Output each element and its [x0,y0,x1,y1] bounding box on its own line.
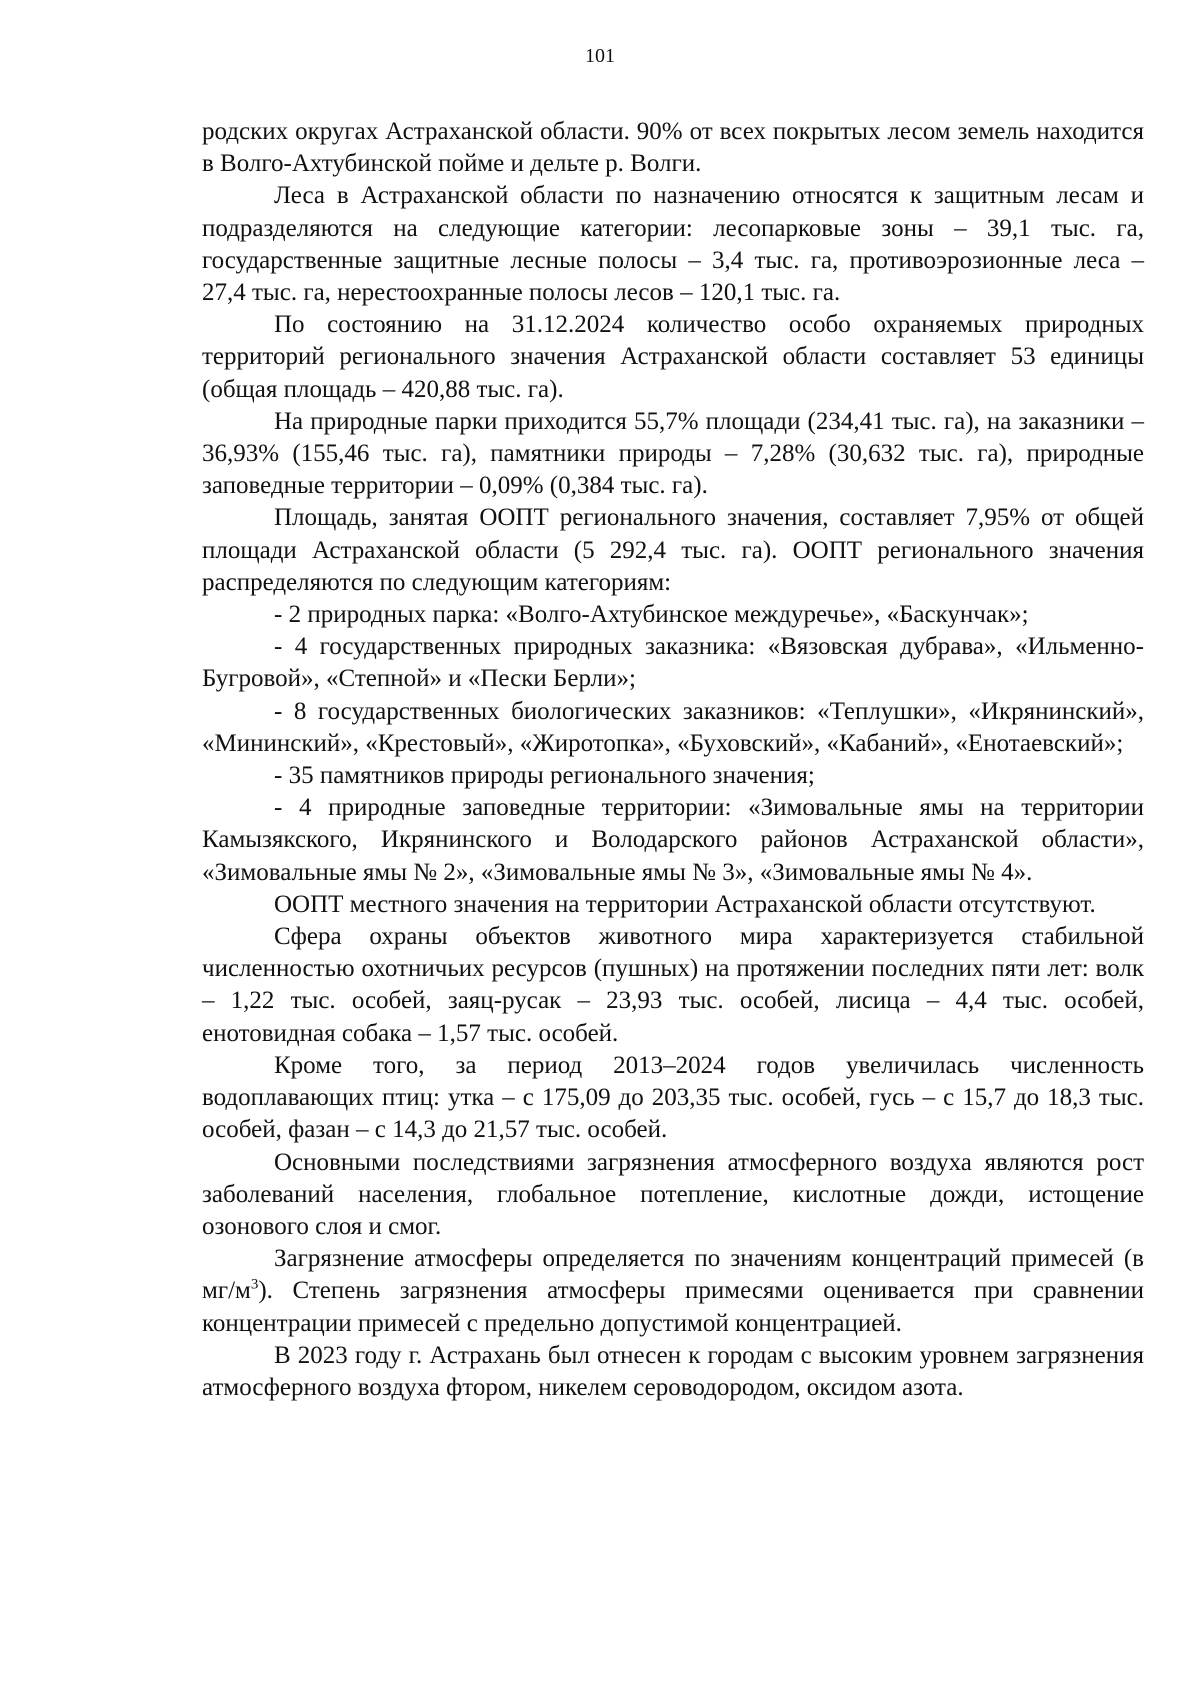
paragraph-protected-areas-total: Площадь, занятая ООПТ регионального значения, составляет 7,95% от общей площади Астраханской области (5 292,4 тыс. га). ООПТ регионального значения распределяются по следующим категориям: [202,504,1144,596]
list-item-natural-parks: - 2 природных парка: «Волго-Ахтубинское междуречье», «Баскунчак»; [274,601,1029,629]
paragraph-waterfowl: Кроме того, за период 2013–2024 годов увеличилась численность водоплавающих птиц: утка – с 175,09 до 203,35 тыс. особей, гусь – с 15,7 до 18,3 тыс. особей, фазан – с 14,3 до 21,57 тыс. особей. [202,1051,1144,1144]
list-item-biological-reserves: - 8 государственных биологических заказников: «Теплушки», «Икрянинский», «Мининский», «Крестовый», «Жиротопка», «Буховский», «Кабаний», «Енотаевский»; [202,697,1144,757]
paragraph-protected-areas-shares: На природные парки приходится 55,7% площади (234,41 тыс. га), на заказники – 36,93% (155,46 тыс. га), памятники природы – 7,28% (30,632 тыс. га), природные заповедные территории – 0,09% (0,384 тыс. га). [202,407,1144,500]
paragraph-forest-location: родских округах Астраханской области. 90% от всех покрытых лесом земель находится в Волго-Ахтубинской пойме и дельте р. Волги. [202,118,1144,178]
list-item-nature-reserves: - 4 государственных природных заказника: «Вязовская дубрава», «Ильменно-Бугровой», «Степной» и «Пески Берли»; [202,633,1144,693]
measurement-text-after: ). Степень загрязнения атмосферы примесями оценивается при сравнении концентрации примесей с предельно допустимой концентрацией. [202,1277,1144,1337]
list-item-reserved-territories: - 4 природные заповедные территории: «Зимовальные ямы на территории Камызякского, Икрянинского и Володарского районов Астраханской области», «Зимовальные ямы № 2», «Зимовальные ямы № 3», «Зимовальные ямы № 4». [202,794,1144,886]
page-number: 101 [585,45,615,67]
paragraph-forest-categories: Леса в Астраханской области по назначению относятся к защитным лесам и подразделяются на следующие категории: лесопарковые зоны – 39,1 тыс. га, государственные защитные лесные полосы – 3,4 тыс. га, противоэрозионные леса – 27,4 тыс. га, нерестоохранные полосы лесов – 120,1 тыс. га. [202,182,1144,307]
paragraph-air-pollution-effects: Основными последствиями загрязнения атмосферного воздуха являются рост заболеваний населения, глобальное потепление, кислотные дожди, истощение озонового слоя и смог. [202,1148,1144,1240]
paragraph-protected-areas-count: По состоянию на 31.12.2024 количество особо охраняемых природных территорий регионального значения Астраханской области составляет 53 единицы (общая площадь – 420,88 тыс. га). [202,311,1144,403]
document-body [202,116,1144,1404]
list-item-natural-monuments: - 35 памятников природы регионального значения; [274,762,815,790]
measurement-text-before: Загрязнение атмосферы определяется по значениям концентраций примесей (в мг/м [202,1245,1144,1305]
paragraph-astrakhan-pollution: В 2023 году г. Астрахань был отнесен к городам с высоким уровнем загрязнения атмосферного воздуха фтором, никелем сероводородом, оксидом азота. [202,1341,1144,1401]
paragraph-local-protected-areas: ООПТ местного значения на территории Астраханской области отсутствуют. [274,890,1096,918]
unit-superscript: 3 [250,1276,259,1293]
paragraph-hunting-resources: Сфера охраны объектов животного мира характеризуется стабильной численностью охотничьих ресурсов (пушных) на протяжении последних пяти лет: волк – 1,22 тыс. особей, заяц-русак – 23,93 тыс. особей, лисица – 4,4 тыс. особей, енотовидная собака – 1,57 тыс. особей. [202,923,1144,1047]
paragraph-air-pollution-measurement [202,1243,1144,1340]
